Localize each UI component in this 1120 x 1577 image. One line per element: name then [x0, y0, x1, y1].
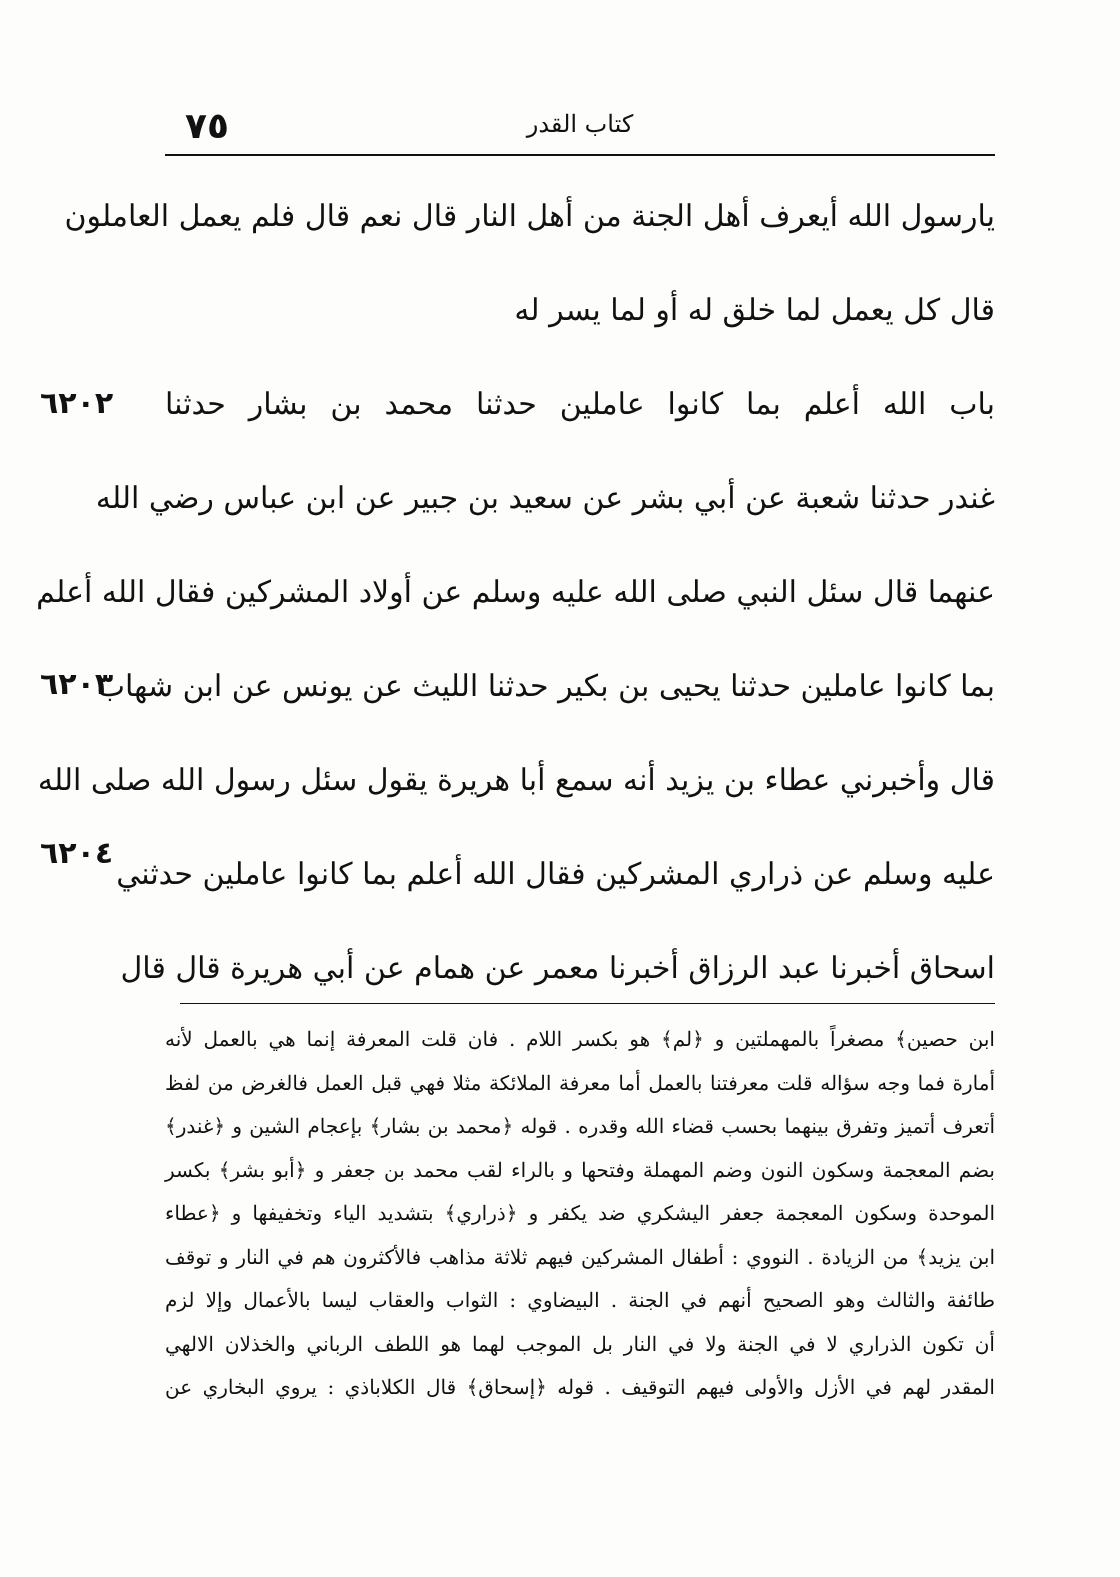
hadith-number: ٦٢٠٣ [40, 667, 114, 702]
footnote-line: أمارة فما وجه سؤاله قلت معرفتنا بالعمل أما معرفة الملائكة مثلا فهي قبل العمل فالغرض من لفظ [165, 1070, 995, 1095]
footnote-line: ابن حصين﴾ مصغراً بالمهملتين و ﴿لم﴾ هو بكسر اللام . فان قلت المعرفة إنما هي بالعمل لأنه [165, 1027, 995, 1051]
main-line: عنهما قال سئل النبي صلى الله عليه وسلم عن أولاد المشركين فقال الله أعلم [36, 575, 995, 610]
footnote-line: طائفة والثالث وهو الصحيح أنهم في الجنة . البيضاوي : الثواب والعقاب ليسا بالأعمال وإلا لزم [165, 1288, 995, 1312]
main-line: بما كانوا عاملين حدثنا يحيى بن بكير حدثنا الليث عن يونس عن ابن شهاب [96, 669, 995, 704]
footnotes [165, 1018, 995, 1410]
page-header [165, 100, 995, 152]
hadith-number: ٦٢٠٤ [40, 836, 114, 871]
footnote-line: المقدر لهم في الأزل والأولى فيهم التوقيف . قوله ﴿إسحاق﴾ قال الكلاباذي : يروي البخاري عن [165, 1375, 995, 1399]
running-title: كتاب القدر [526, 110, 634, 138]
main-line: يارسول الله أيعرف أهل الجنة من أهل النار قال نعم قال فلم يعمل العاملون [64, 199, 995, 234]
footnote-line: ابن يزيد﴾ من الزيادة . النووي : أطفال المشركين فيهم ثلاثة مذاهب فالأكثرون هم في النار و توقف [165, 1244, 995, 1269]
main-line: قال كل يعمل لما خلق له أو لما يسر له [514, 293, 995, 328]
footnote-line: أن تكون الذراري لا في الجنة ولا في النار بل الموجب لهما هو اللطف الرباني والخذلان الالهي [165, 1331, 995, 1356]
footnote-line: الموحدة وسكون المعجمة جعفر اليشكري ضد يكفر و ﴿ذراري﴾ بتشديد الياء وتخفيفها و ﴿عطاء [165, 1201, 995, 1225]
main-line: اسحاق أخبرنا عبد الرزاق أخبرنا معمر عن همام عن أبي هريرة قال قال [120, 951, 995, 986]
footnote-rule [180, 1003, 995, 1004]
hadith-number: ٦٢٠٢ [40, 386, 114, 421]
main-line: عليه وسلم عن ذراري المشركين فقال الله أعلم بما كانوا عاملين حدثني [116, 857, 995, 892]
footnote-line: بضم المعجمة وسكون النون وضم المهملة وفتحها و بالراء لقب محمد بن جعفر و ﴿أبو بشر﴾ بكسر [165, 1157, 995, 1182]
main-line: باب الله أعلم بما كانوا عاملين حدثنا محمد بن بشار حدثنا [165, 387, 995, 422]
main-line: قال وأخبرني عطاء بن يزيد أنه سمع أبا هريرة يقول سئل رسول الله صلى الله [37, 763, 995, 798]
main-line: غندر حدثنا شعبة عن أبي بشر عن سعيد بن جبير عن ابن عباس رضي الله [95, 481, 995, 516]
header-rule [165, 154, 995, 156]
page-number: ٧٥ [185, 106, 229, 147]
footnote-line: أتعرف أتميز وتفرق بينهما بحسب قضاء الله وقدره . قوله ﴿محمد بن بشار﴾ بإعجام الشين و ﴿غندر﴾ [165, 1114, 995, 1138]
